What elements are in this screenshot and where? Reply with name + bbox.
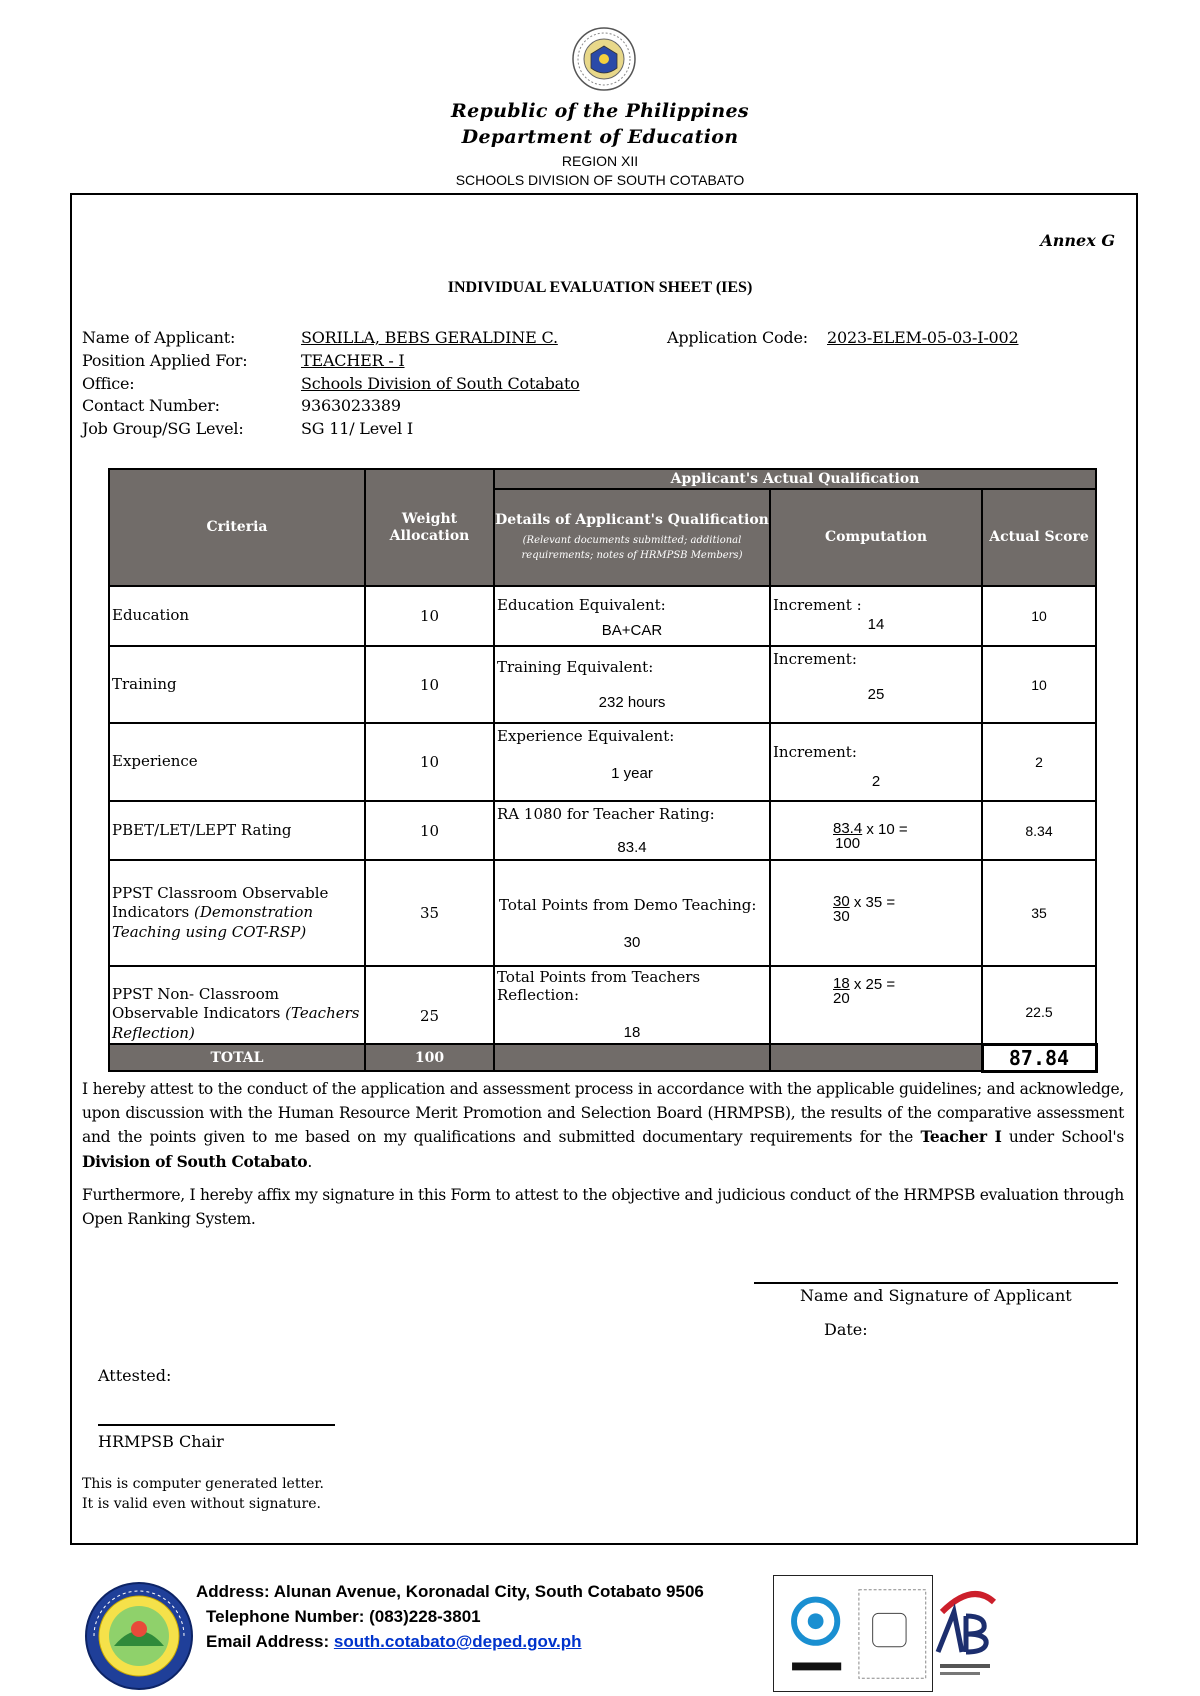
- score-cell: 8.34: [982, 801, 1096, 860]
- position-label: Position Applied For:: [82, 351, 248, 370]
- affirmation-paragraph: Furthermore, I hereby affix my signature in this Form to attest to the objective and judicious conduct of the HRMPSB evaluation through Open Ranking System.: [82, 1186, 1124, 1228]
- attested-label: Attested:: [98, 1366, 172, 1385]
- table-row: [109, 801, 1096, 860]
- details-cell: [494, 801, 770, 860]
- attestation-text-2: under School's: [1001, 1128, 1125, 1146]
- contact-value: 9363023389: [301, 396, 401, 415]
- score-cell: 35: [982, 860, 1096, 966]
- formula-fraction: [833, 821, 862, 851]
- computation-cell: [770, 586, 982, 646]
- detail-label: Education Equivalent:: [497, 596, 666, 614]
- deped-seal-logo: [571, 26, 637, 92]
- annex-label: Annex G: [1040, 231, 1115, 250]
- detail-value: 232 hours: [598, 694, 666, 711]
- note-line-1: This is computer generated letter.: [82, 1476, 324, 1492]
- attestation-division: Division of South Cotabato: [82, 1151, 308, 1171]
- computation-header: Computation: [770, 489, 982, 586]
- criteria-cell: Experience: [109, 723, 365, 801]
- details-cell: [494, 966, 770, 1044]
- criteria-text: PPST Classroom Observable Indicators: [112, 883, 329, 922]
- division-heading: SCHOOLS DIVISION OF SOUTH COTABATO: [455, 172, 745, 188]
- computation-cell: [770, 646, 982, 723]
- note-line-2: It is valid even without signature.: [82, 1496, 321, 1512]
- detail-label: Training Equivalent:: [497, 658, 654, 676]
- formula-fraction: [833, 976, 850, 1006]
- applicant-signature-line: [754, 1282, 1118, 1284]
- total-empty-cell: [770, 1044, 982, 1071]
- details-cell: [494, 860, 770, 966]
- detail-label: Total Points from Demo Teaching:: [499, 896, 757, 914]
- email-label: Email Address:: [206, 1632, 330, 1651]
- detail-value: 30: [623, 934, 641, 951]
- job-group-label: Job Group/SG Level:: [82, 419, 244, 438]
- chair-signature-line: [98, 1424, 335, 1426]
- footer-telephone: [206, 1607, 481, 1627]
- date-label: Date:: [824, 1320, 868, 1339]
- total-label: TOTAL: [109, 1044, 365, 1071]
- computation-value: 14: [867, 616, 885, 633]
- table-row: [109, 723, 1096, 801]
- score-cell: 10: [982, 586, 1096, 646]
- document-title: INDIVIDUAL EVALUATION SHEET (IES): [447, 279, 753, 296]
- details-cell: [494, 723, 770, 801]
- telephone-label: Telephone Number:: [206, 1607, 365, 1626]
- formula-fraction: [833, 894, 850, 924]
- criteria-text: PPST Non- Classroom Observable Indicators: [112, 984, 281, 1022]
- formula-multiplier: x 35 =: [849, 894, 896, 911]
- footer-email: [206, 1632, 582, 1652]
- computation-label: Increment :: [773, 596, 862, 614]
- position-value: TEACHER - I: [301, 351, 405, 370]
- details-cell: [494, 586, 770, 646]
- email-link[interactable]: south.cotabato@deped.gov.ph: [333, 1632, 582, 1651]
- computation-cell: [770, 801, 982, 860]
- detail-value: 83.4: [617, 839, 647, 856]
- denominator: 30: [833, 908, 850, 925]
- computation-formula: [833, 894, 895, 925]
- job-group-value: SG 11/ Level I: [301, 419, 413, 438]
- attestation-position: Teacher I: [920, 1127, 1002, 1146]
- chair-label: HRMPSB Chair: [98, 1432, 224, 1451]
- weight-cell: 10: [365, 586, 494, 646]
- details-cell: [494, 646, 770, 723]
- criteria-cell: PBET/LET/LEPT Rating: [109, 801, 365, 860]
- application-code-value: 2023-ELEM-05-03-I-002: [827, 328, 1019, 347]
- pab-accreditation-logo: [932, 1582, 1002, 1690]
- table-row: [109, 966, 1096, 1044]
- details-header-title: Details of Applicant's Qualification: [495, 512, 769, 529]
- address-value: Alunan Avenue, Koronadal City, South Cotabato 9506: [269, 1582, 704, 1601]
- numerator: 83.4: [833, 820, 863, 837]
- table-row: [109, 860, 1096, 966]
- computation-formula: [833, 821, 908, 852]
- weight-cell: 10: [365, 801, 494, 860]
- office-value: Schools Division of South Cotabato: [301, 374, 580, 393]
- address-label: Address:: [196, 1582, 270, 1601]
- computer-generated-note: [82, 1474, 324, 1514]
- computation-value: 25: [867, 686, 885, 703]
- criteria-note: (Demonstration Teaching using COT-RSP): [112, 903, 314, 941]
- attestation-text: I hereby attest to the conduct of the application and assessment process in accordance with the applicable guidelines; and acknowledge, upon discussion with the Human Resource Merit Promotion and Selection Board (HRMPSB), the results of the comparative assessment and the points given to me based on my qualifications and submitted documentary requirements for the: [82, 1080, 1124, 1146]
- detail-value: 18: [623, 1024, 641, 1041]
- criteria-cell: Education: [109, 586, 365, 646]
- score-header: Actual Score: [982, 489, 1096, 586]
- numerator: 30: [833, 893, 850, 910]
- office-label: Office:: [82, 374, 135, 393]
- total-score: 87.84: [982, 1044, 1096, 1071]
- computation-cell: [770, 723, 982, 801]
- detail-value: BA+CAR: [601, 622, 663, 639]
- division-seal-logo: [84, 1581, 194, 1691]
- criteria-cell: Training: [109, 646, 365, 723]
- detail-label: RA 1080 for Teacher Rating:: [497, 805, 715, 823]
- weight-cell: 10: [365, 723, 494, 801]
- computation-formula: [833, 976, 895, 1007]
- total-weight: 100: [365, 1044, 494, 1071]
- numerator: 18: [833, 975, 850, 992]
- weight-cell: 25: [365, 966, 494, 1044]
- application-code-label: Application Code:: [667, 328, 808, 347]
- details-header: [494, 489, 770, 586]
- table-row: [109, 586, 1096, 646]
- score-cell: 2: [982, 723, 1096, 801]
- contact-label: Contact Number:: [82, 396, 220, 415]
- applicant-signature-label: Name and Signature of Applicant: [800, 1286, 1072, 1305]
- formula-multiplier: x 10 =: [862, 821, 908, 838]
- criteria-cell: [109, 860, 365, 966]
- computation-cell: [770, 966, 982, 1044]
- socotec-iso-logo: [773, 1575, 933, 1692]
- total-empty-cell: [494, 1044, 770, 1071]
- score-cell: 22.5: [982, 966, 1096, 1044]
- applicant-name-value: SORILLA, BEBS GERALDINE C.: [301, 328, 558, 347]
- telephone-value: (083)228-3801: [364, 1607, 481, 1626]
- computation-label: Increment:: [773, 743, 857, 761]
- criteria-cell: [109, 966, 365, 1044]
- criteria-header: Criteria: [109, 469, 365, 586]
- actual-qualification-header: Applicant's Actual Qualification: [494, 469, 1096, 489]
- attestation-paragraph: [82, 1078, 1124, 1174]
- score-cell: 10: [982, 646, 1096, 723]
- evaluation-table: [108, 468, 1098, 1073]
- weight-cell: 35: [365, 860, 494, 966]
- applicant-name-label: Name of Applicant:: [82, 328, 236, 347]
- table-row: [109, 646, 1096, 723]
- weight-header: Weight Allocation: [365, 469, 494, 586]
- region-heading: REGION XII: [561, 153, 639, 169]
- denominator: 100: [835, 835, 861, 852]
- denominator: 20: [833, 990, 850, 1007]
- details-header-note: (Relevant documents submitted; additional requirements; notes of HRMPSB Members): [521, 534, 743, 561]
- computation-value: 2: [871, 773, 881, 790]
- republic-heading: Republic of the Philippines: [451, 100, 749, 122]
- formula-multiplier: x 25 =: [849, 976, 896, 993]
- total-row: [109, 1044, 1096, 1071]
- department-heading: Department of Education: [461, 126, 739, 148]
- footer-address: [196, 1582, 704, 1602]
- computation-label: Increment:: [773, 650, 857, 668]
- detail-value: 1 year: [611, 765, 653, 782]
- computation-cell: [770, 860, 982, 966]
- detail-label: Total Points from Teachers Reflection:: [497, 968, 701, 1004]
- attestation-period: .: [307, 1152, 312, 1171]
- weight-cell: 10: [365, 646, 494, 723]
- detail-label: Experience Equivalent:: [497, 727, 675, 745]
- criteria-note: (Teachers Reflection): [112, 1004, 360, 1042]
